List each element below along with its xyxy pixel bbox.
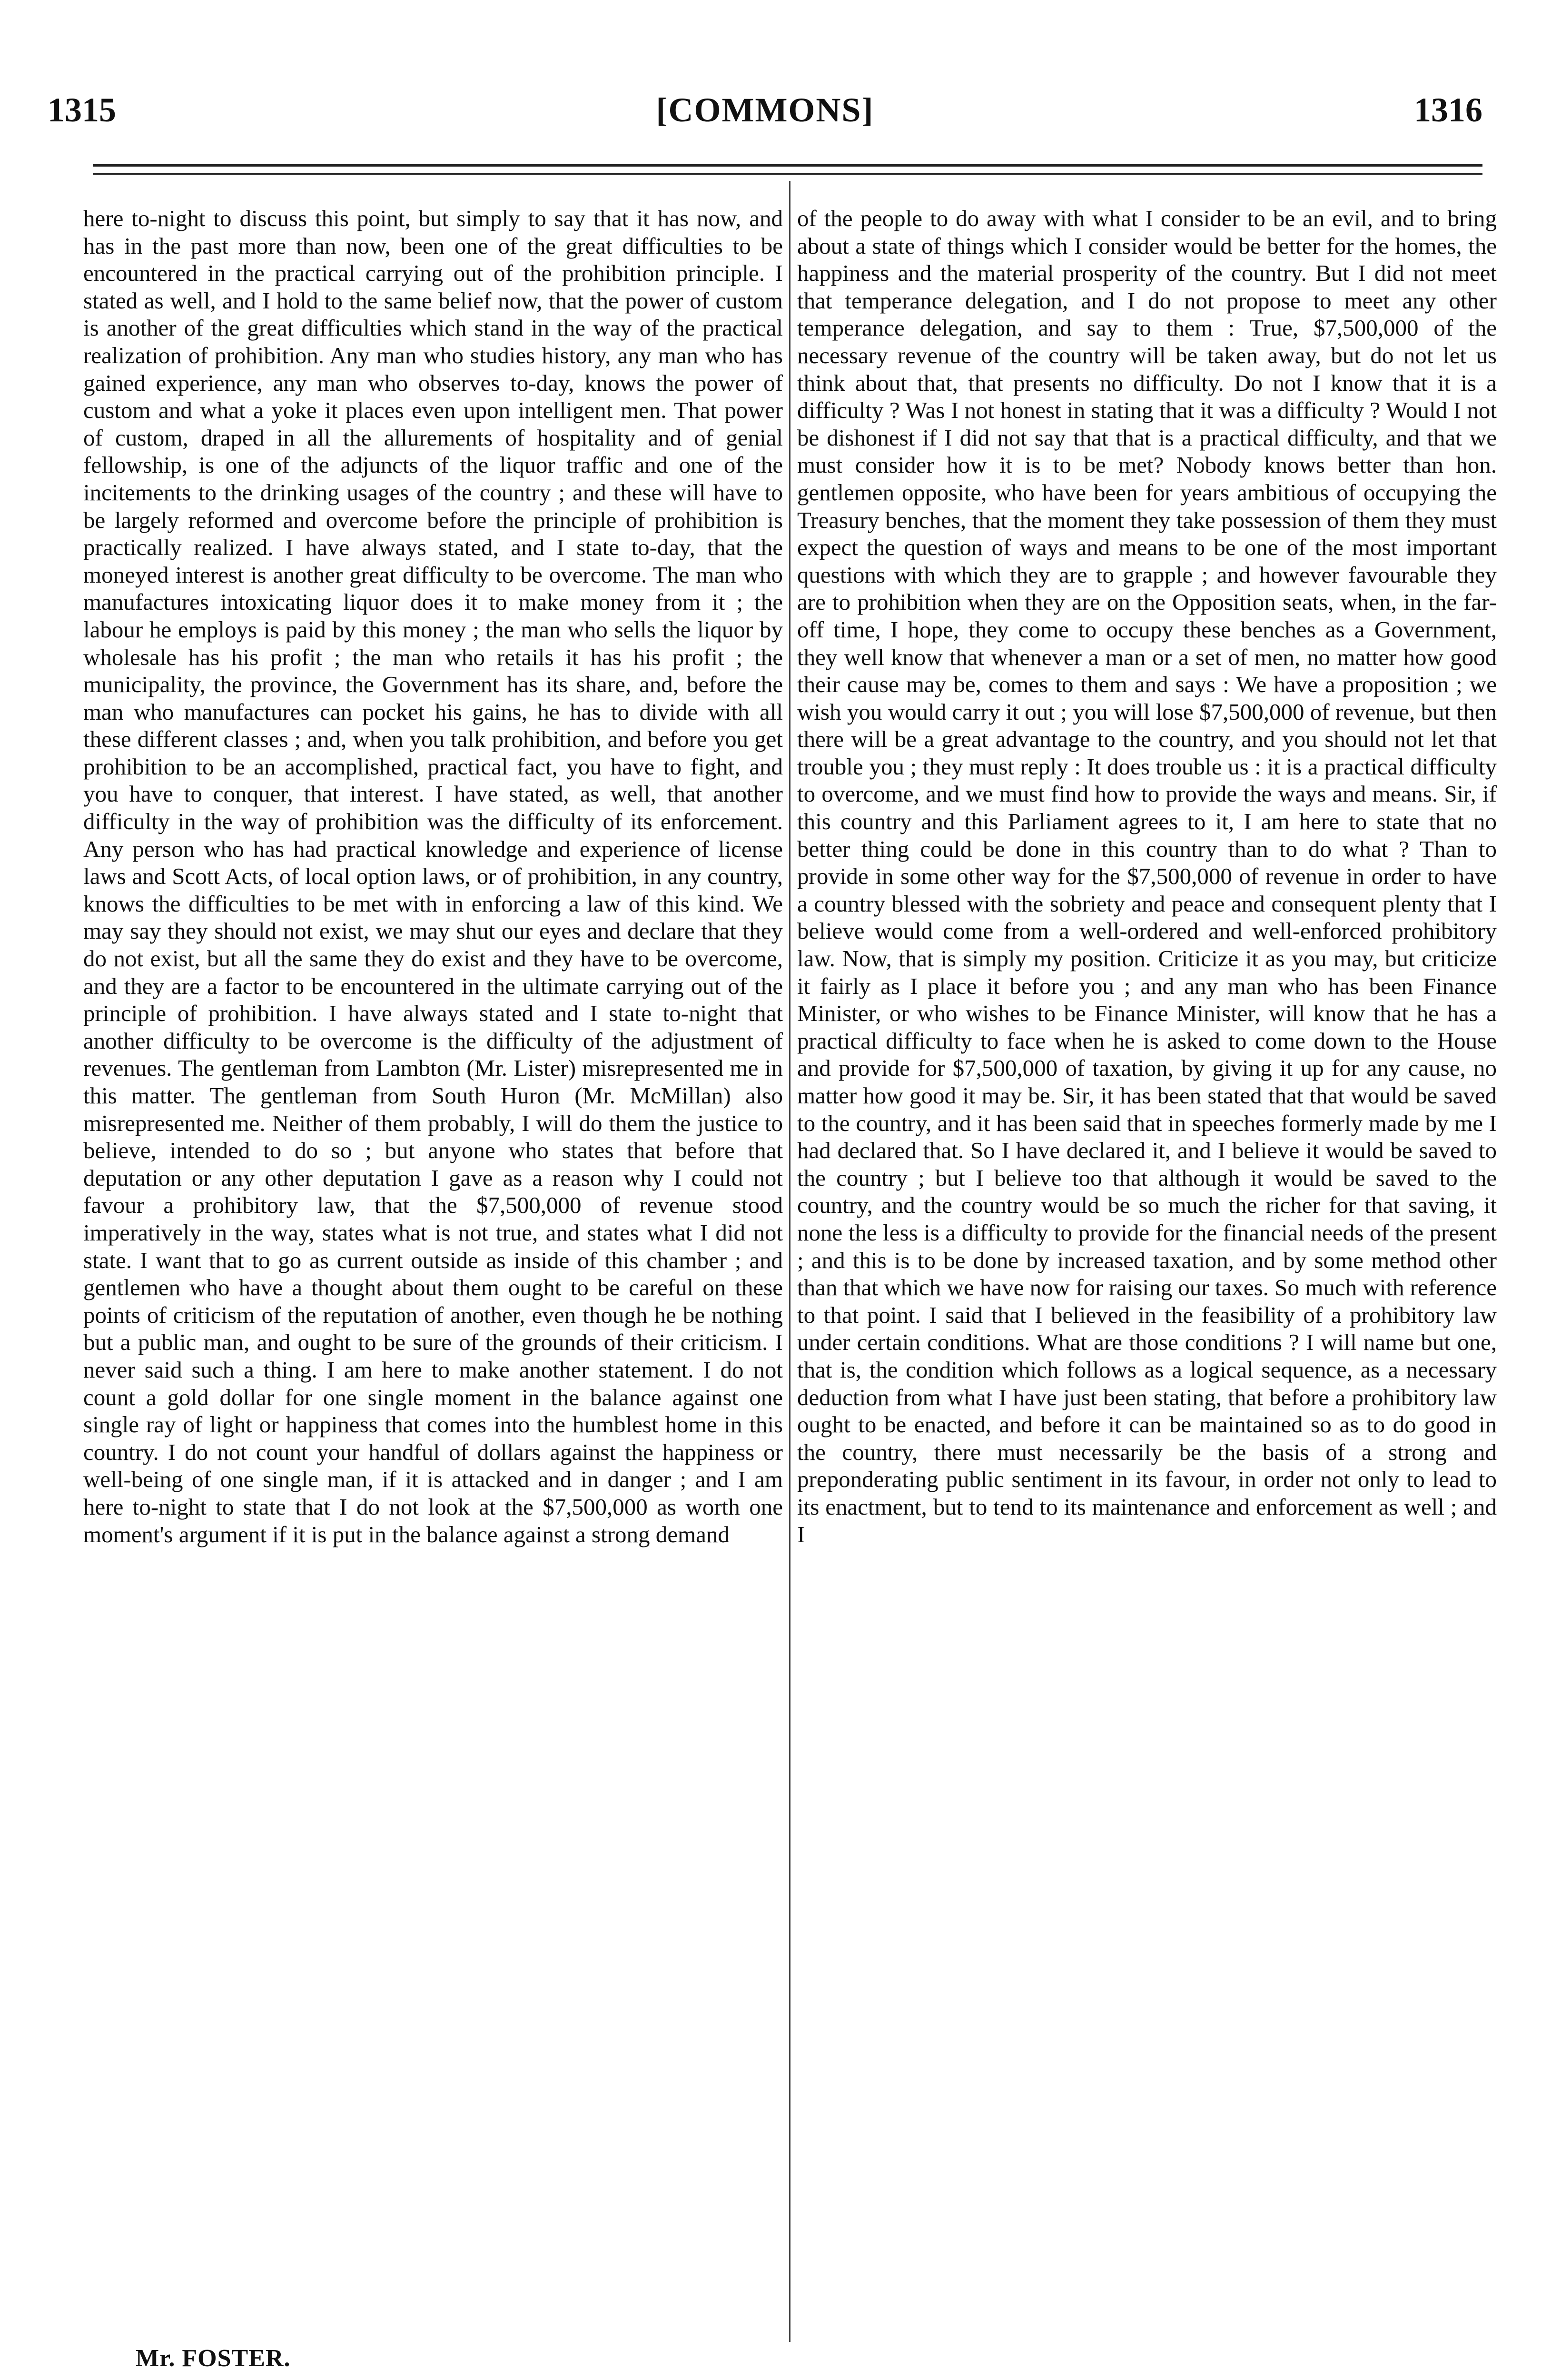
header-rule-bottom bbox=[93, 173, 1482, 175]
header-rule-top bbox=[93, 164, 1482, 167]
page-number-right: 1316 bbox=[1414, 91, 1482, 129]
column-divider bbox=[789, 181, 790, 2342]
page-header bbox=[48, 90, 1482, 148]
text-column-right bbox=[797, 205, 1497, 2318]
text-column-left bbox=[83, 205, 783, 2318]
page-number-left: 1315 bbox=[48, 91, 116, 129]
column-left-text: here to-night to discuss this point, but simply to say that it has now, and has in the past more than now, been one of the great difficulties to be encountered in the practical carrying out of the prohibition principle. I stated as well, and I hold to the same belief now, that the power of custom is another of the great difficulties which stand in the way of the practical realization of prohibition. Any man who studies history, any man who has gained experience, any man who observes to-day, knows the power of custom and what a yoke it places even upon intelligent men. That power of custom, draped in all the allurements of hospitality and of genial fellowship, is one of the adjuncts of the liquor traffic and one of the incitements to the drinking usages of the country ; and these will have to be largely reformed and overcome before the principle of prohibition is practically realized. I have always stated, and I state to-day, that the moneyed interest is another great difficulty to be overcome. The man who manufactures intoxicating liquor does it to make money from it ; the labour he employs is paid by this money ; the man who sells the liquor by wholesale has his profit ; the man who retails it has his profit ; the municipality, the province, the Government has its share, and, before the man who manufactures can pocket his gains, he has to divide with all these different classes ; and, when you talk prohibition, and before you get prohibition to be an accomplished, practical fact, you have to fight, and you have to conquer, that interest. I have stated, as well, that another difficulty in the way of prohibition was the difficulty of its enforcement. Any person who has had practical knowledge and experience of license laws and Scott Acts, of local option laws, or of prohibition, in any country, knows the difficulties to be met with in enforcing a law of this kind. We may say they should not exist, we may shut our eyes and declare that they do not exist, but all the same they do exist and they have to be overcome, and they are a factor to be encountered in the ultimate carrying out of the principle of prohibition. I have always stated and I state to-night that another difficulty to be overcome is the difficulty of the adjustment of revenues. The gentleman from Lambton (Mr. Lister) misrepresented me in this matter. The gentleman from South Huron (Mr. McMillan) also misrepresented me. Neither of them probably, I will do them the justice to believe, intended to do so ; but anyone who states that before that deputation or any other deputation I gave as a reason why I could not favour a prohibitory law, that the $7,500,000 of revenue stood imperatively in the way, states what is not true, and states what I did not state. I want that to go as current outside as inside of this chamber ; and gentlemen who have a thought about them ought to be careful on these points of criticism of the reputation of another, even though he be nothing but a public man, and ought to be sure of the grounds of their criticism. I never said such a thing. I am here to make another statement. I do not count a gold dollar for one single moment in the balance against one single ray of light or happiness that comes into the humblest home in this country. I do not count your handful of dollars against the happiness or well-being of one single man, if it is attacked and in danger ; and I am here to-night to state that I do not look at the $7,500,000 as worth one moment's argument if it is put in the balance against a strong demand bbox=[83, 205, 783, 1547]
page-title: [COMMONS] bbox=[656, 91, 874, 129]
column-right-text: of the people to do away with what I consider to be an evil, and to bring about a state of things which I consider would be better for the homes, the happiness and the material prosperity of the country. But I did not meet that temperance delegation, and I do not propose to meet any other temperance delegation, and say to them : True, $7,500,000 of the necessary revenue of the country will be taken away, but do not let us think about that, that presents no difficulty. Do not I know that it is a difficulty ? Was I not honest in stating that it was a difficulty ? Would I not be dishonest if I did not say that that is a practical difficulty, and that we must consider how it is to be met? Nobody knows better than hon. gentlemen opposite, who have been for years ambitious of occupying the Treasury benches, that the moment they take possession of them they must expect the question of ways and means to be one of the most important questions with which they are to grapple ; and however favourable they are to prohibition when they are on the Opposition seats, when, in the far-off time, I hope, they come to occupy these benches as a Government, they well know that whenever a man or a set of men, no matter how good their cause may be, comes to them and says : We have a proposition ; we wish you would carry it out ; you will lose $7,500,000 of revenue, but then there will be a great advantage to the country, and you should not let that trouble you ; they must reply : It does trouble us : it is a practical difficulty to overcome, and we must find how to provide the ways and means. Sir, if this country and this Parliament agrees to it, I am here to state that no better thing could be done in this country than to do what ? Than to provide in some other way for the $7,500,000 of revenue in order to have a country blessed with the sobriety and peace and consequent plenty that I believe would come from a well-ordered and well-enforced prohibitory law. Now, that is simply my position. Criticize it as you may, but criticize it fairly as I place it before you ; and any man who has been Finance Minister, or who wishes to be Finance Minister, will know that he has a practical difficulty to face when he is asked to come down to the House and provide for $7,500,000 of taxation, by giving it up for any cause, no matter how good it may be. Sir, it has been stated that that would be saved to the country, and it has been said that in speeches formerly made by me I had declared that. So I have declared it, and I believe it would be saved to the country ; but I believe too that although it would be saved to the country, and the country would be so much the richer for that saving, it none the less is a difficulty to provide for the financial needs of the present ; and this is to be done by increased taxation, and by some method other than that which we have now for raising our taxes. So much with reference to that point. I said that I believed in the feasibility of a prohibitory law under certain conditions. What are those conditions ? I will name but one, that is, the condition which follows as a logical sequence, as a necessary deduction from what I have just been stating, that before a prohibitory law ought to be enacted, and before it can be maintained so as to do good in the country, there must necessarily be the basis of a strong and preponderating public sentiment in its favour, in order not only to lead to its enactment, but to tend to its maintenance and enforcement as well ; and I bbox=[797, 205, 1497, 1547]
speaker-footer: Mr. FOSTER. bbox=[136, 2345, 291, 2372]
